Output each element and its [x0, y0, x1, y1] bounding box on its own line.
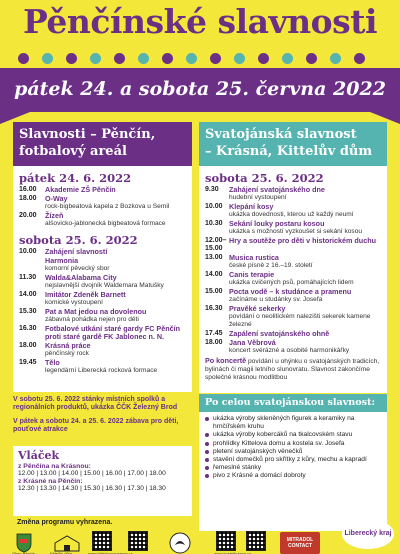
program-description: pěnčínský rock [45, 350, 89, 357]
saturday-events [13, 248, 192, 375]
qr-code-icon [128, 531, 148, 551]
program-item [205, 220, 384, 236]
program-description: ukázka s možností vyzkoušet si sekání kosou [229, 228, 363, 235]
program-time: 11.30 [19, 274, 37, 281]
program-name: Tělo [45, 358, 60, 367]
program-description: zábavná pohádka nejen pro děti [45, 316, 139, 323]
poster-title: Pěnčínské slavnosti [23, 2, 377, 41]
program-name: Imitátor Zdeněk Barnett [45, 290, 126, 299]
program-name: Sekání louky postaru kosou [229, 219, 325, 228]
program-item [205, 339, 384, 355]
friday-events [13, 186, 192, 228]
program-time: 15.30 [19, 308, 37, 315]
program-item [205, 254, 384, 270]
program-time: 18.00 [19, 195, 37, 202]
program-item [19, 195, 189, 211]
program-time: 16.00 [19, 186, 37, 193]
program-item [19, 342, 189, 358]
day-saturday-right: sobota 25. 6. 2022 [205, 171, 324, 185]
program-item [205, 305, 384, 329]
program-description: komické vystoupení [45, 299, 103, 306]
program-item [205, 237, 384, 253]
program-time: 15.00 [205, 288, 223, 295]
program-time: 10.00 [205, 203, 223, 210]
after-concert-note: Po koncertě povídání u ohýnku o svatojánských tradicích, bylinách či magii letního slunovratu. Slavnost zakončíme společné krásnou modlitbou [205, 356, 380, 381]
train-line1-times: 12.00 | 13.00 | 14.00 | 15.00 | 16.00 | 17.00 | 18.00 [18, 470, 166, 477]
activity-item: pletení svatojánských věnečků [205, 448, 381, 456]
slavnosti-column [13, 122, 192, 392]
program-item [19, 325, 189, 341]
program-item [19, 359, 189, 375]
program-name: Zahájení svatojánského dne [229, 185, 325, 194]
svatojanska-column [199, 122, 387, 393]
qr-code-icon [92, 531, 112, 551]
activity-item: ukázka výroby skleněných figurek a keramiky na hrnčířském kruhu [205, 415, 381, 431]
program-item [19, 212, 189, 228]
activity-item: stavění domečků pro skřítky z kůry, mechu a kapradí [205, 456, 381, 464]
program-name: Zahájení slavností [45, 247, 108, 256]
program-name: Pravěké sekerky [229, 304, 286, 313]
train-line2-label: z Krásné na Pěnčín: [18, 478, 83, 485]
qr-code-icon [246, 531, 266, 551]
program-time: 9.30 [205, 186, 219, 193]
footer-logos [0, 531, 400, 554]
program-time: 12.00–15.00 [205, 237, 227, 252]
program-item [205, 271, 384, 287]
program-time: 17.45 [205, 330, 223, 337]
activity-item: ukázka výroby kobercáků na tkalcovském stavu [205, 431, 381, 439]
program-name: Jana Věbrová [229, 338, 276, 347]
program-name: Harmonia [45, 256, 79, 265]
program-time: 19.45 [19, 359, 37, 366]
program-description: komorní pěvecký sbor [45, 265, 110, 272]
day-saturday: sobota 25. 6. 2022 [19, 233, 138, 247]
program-item [19, 186, 189, 194]
program-time: 14.00 [205, 271, 223, 278]
caption-kittel: Kittelův dům [50, 551, 73, 554]
program-name: Krásná práce [45, 341, 91, 350]
program-description: alšovicko-jablonecká bigbeatová formace [45, 220, 166, 227]
change-notice: Změna programu vyhrazena. [17, 519, 113, 526]
program-description: ukázka dovednosti, kterou už každý neumí [229, 211, 354, 218]
program-time [19, 257, 45, 273]
program-name: Klepání kosy [229, 202, 274, 211]
program-name: Zapálení svatojánského ohně [229, 329, 330, 338]
program-time: 18.00 [205, 339, 223, 346]
program-item [19, 257, 189, 273]
program-name: Pocta vodě – k studánce a pramenu [229, 287, 352, 296]
program-name: Pat a Mat jedou na dovolenou [45, 307, 147, 316]
program-time: 20.00 [19, 212, 37, 219]
svatojanska-heading: Svatojánská slavnost – Krásná, Kittelův dům [199, 122, 387, 166]
program-description: nejslavnější dvojník Waldemara Matušky [45, 282, 164, 289]
program-time: 14.00 [19, 291, 37, 298]
program-description: rock-bigbeatová kapela z Bozkova u Semil [45, 203, 170, 210]
program-time: 18.00 [19, 342, 37, 349]
program-name: Hry a soutěže pro děti v historickém duchu [229, 236, 376, 245]
program-item [205, 288, 384, 304]
slavnosti-heading: Slavnosti – Pěnčín, fotbalový areál [13, 122, 192, 166]
svatojanska-events [199, 186, 387, 355]
activity-item: pivo z Krásné a domácí dobroty [205, 472, 381, 480]
program-description: legendární Liberecká rocková formace [45, 367, 158, 374]
activity-item: řemeslné stánky [205, 464, 381, 472]
note-kids: V pátek a sobotu 24. a 25. 6. 2022 zábava pro děti, pouťové atrakce [13, 417, 179, 434]
program-item [19, 274, 189, 290]
program-time: 16.30 [205, 305, 223, 312]
program-name: Fotbalové utkání staré gardy FC Pěnčín proti staré gardě FK Jablonec n. N. [45, 324, 180, 341]
program-name: Žízeň [45, 211, 64, 220]
qr-code-icon [216, 531, 236, 551]
program-name: Musica rustica [229, 253, 279, 262]
program-name: O-Way [45, 194, 68, 203]
all-day-list [205, 415, 381, 481]
program-item [205, 186, 384, 202]
bird-emblem-icon [168, 532, 192, 554]
caption-pencin: Obec Pěnčín [12, 551, 36, 554]
program-item [19, 308, 189, 324]
program-description: ukázka cvičených psů, pomáhajících lidem [229, 279, 354, 286]
dates-text: pátek 24. a sobota 25. června 2022 [14, 78, 386, 100]
program-name: Akademie ZŠ Pěnčín [45, 185, 116, 194]
program-description: hudební vystoupení [229, 194, 287, 201]
train-line2-times: 12.30 | 13.30 | 14.30 | 15.30 | 16.30 | 17.30 | 18.30 [18, 485, 166, 492]
decorative-dots [0, 53, 400, 65]
program-time: 10.00 [19, 248, 37, 255]
program-item [205, 330, 384, 338]
program-description: povídání o neolitickém nalezišti sekerek kamene železné [229, 313, 371, 328]
program-item [19, 291, 189, 307]
program-description: koncert svérázné a osobité harmonikářky [229, 347, 350, 354]
partner-logo: MITRADOL CONTACT [280, 532, 320, 554]
program-time: 16.30 [19, 325, 37, 332]
dates-banner [0, 68, 400, 112]
liberecky-kraj-logo: Liberecký kraj [342, 519, 394, 549]
train-schedule [13, 446, 192, 516]
program-name: Canis terapie [229, 270, 275, 279]
day-friday: pátek 24. 6. 2022 [19, 171, 132, 185]
activity-item: prohlídky Kittelova domu a kostela sv. Josefa [205, 440, 381, 448]
program-description: začínáme u studánky sv. Josefa [229, 296, 323, 303]
all-day-activities [199, 394, 387, 531]
caption-kittel-web: www.kittelovomuzeum.cz [88, 551, 133, 554]
program-item [205, 203, 384, 219]
note-stalls: V sobotu 25. 6. 2022 stánky místních spolků a regionálních produktů, ukázka ČČK Železný Brod [13, 396, 178, 412]
train-title: Vláček [18, 449, 60, 462]
program-time: 13.00 [205, 254, 223, 261]
program-item [19, 248, 189, 256]
program-description: české písně z 16.–19. století [229, 262, 313, 269]
program-time: 10.30 [205, 220, 223, 227]
caption-kostel-web: www.kostelkrasna.cz [214, 551, 252, 554]
all-day-heading: Po celou svatojánskou slavnost: [199, 394, 387, 412]
train-line1-label: z Pěnčína na Krásnou: [18, 463, 91, 470]
program-name: Walda&Alabama City [45, 273, 117, 282]
extra-notes [13, 396, 192, 440]
